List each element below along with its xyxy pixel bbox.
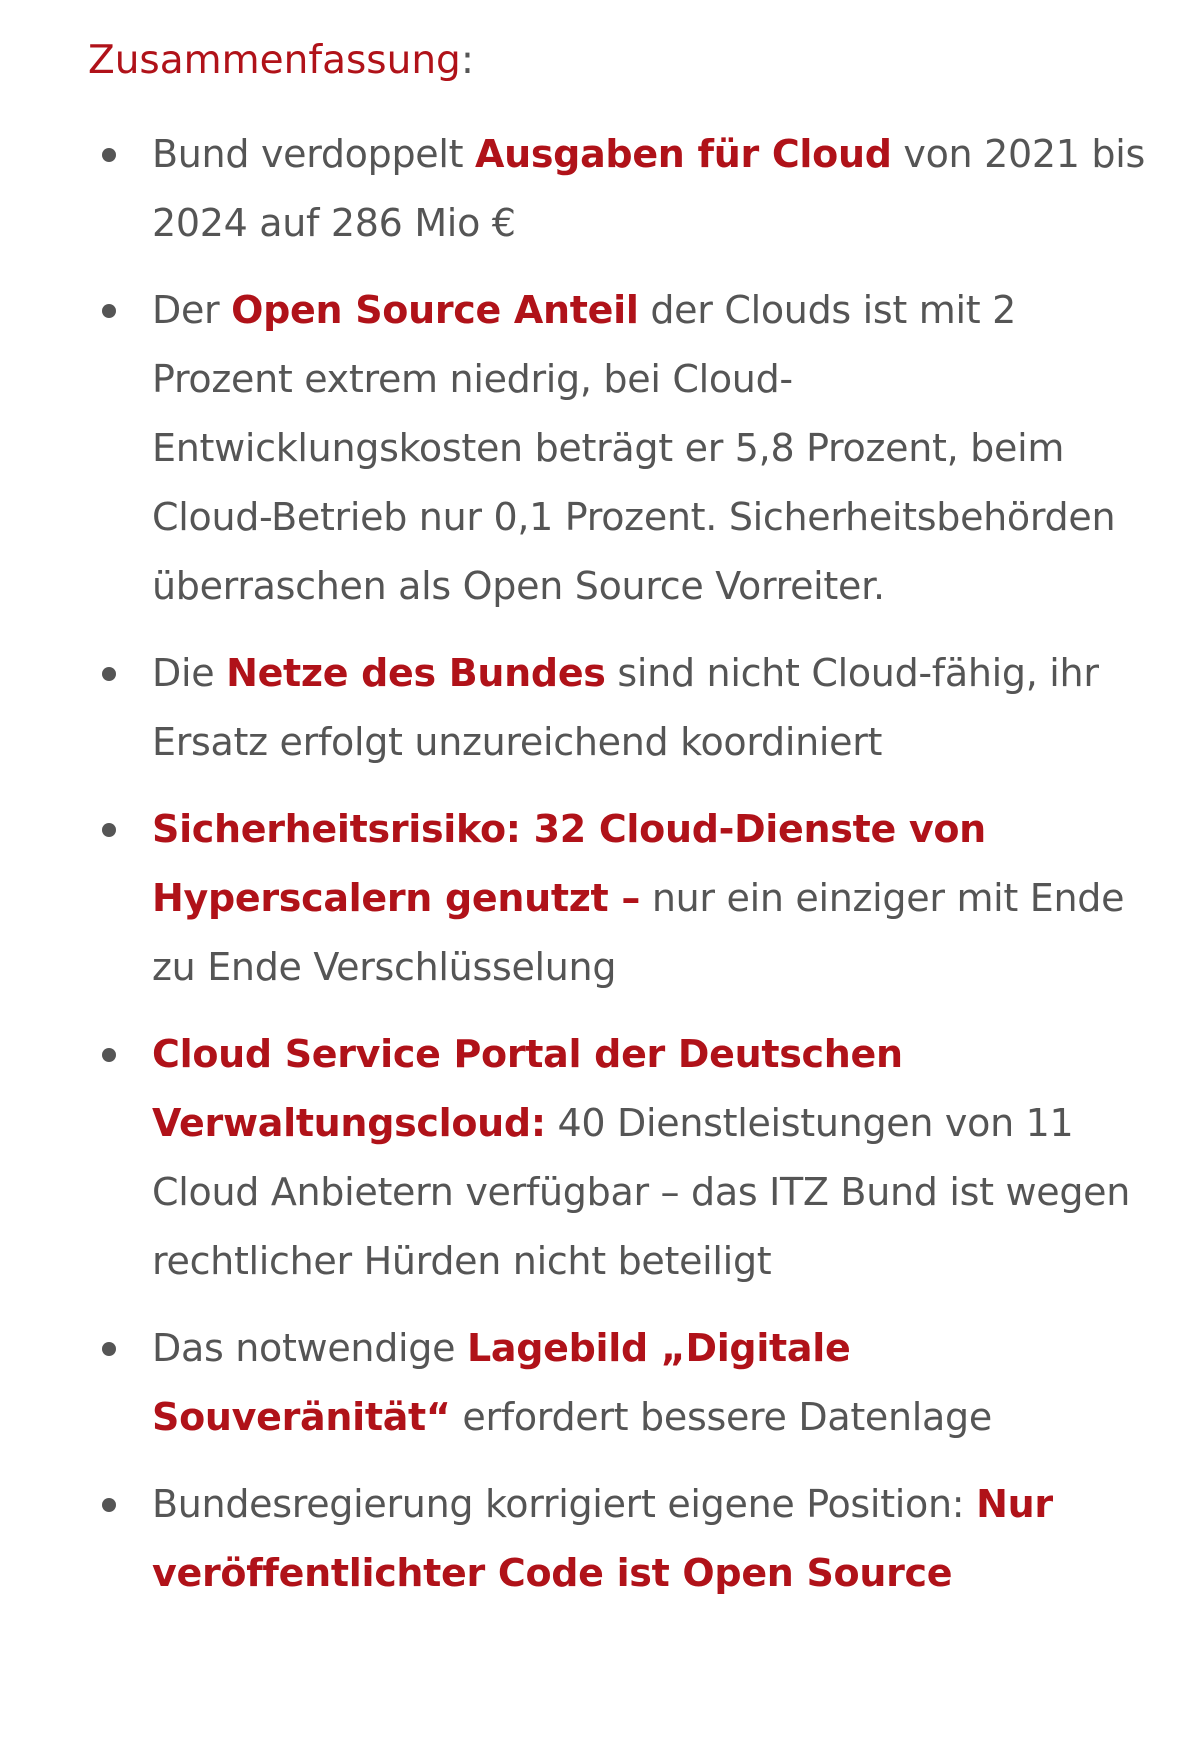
bullet-text-segment: von 2021 bis 2024 auf 286 Mio €	[152, 132, 1145, 245]
article-summary	[88, 26, 1148, 1626]
bullet-text-segment: nur ein einziger mit Ende zu Ende Verschlüsselung	[152, 876, 1125, 989]
bullet-dot-icon	[102, 1498, 116, 1512]
bullet-highlight-segment: Cloud Service Portal der Deutschen Verwaltungscloud:	[152, 1032, 903, 1145]
bullet-item-6	[88, 1314, 1148, 1452]
bullet-item-3	[88, 639, 1148, 777]
bullet-text-segment: Der	[152, 288, 232, 332]
bullet-text-segment: 40 Dienstleistungen von 11 Cloud Anbietern verfügbar – das ITZ Bund ist wegen rechtlicher Hürden nicht beteiligt	[152, 1101, 1131, 1283]
bullet-highlight-segment: Sicherheitsrisiko: 32 Cloud-Dienste von Hyperscalern genutzt –	[152, 807, 986, 920]
bullet-text-segment: Bundesregierung korrigiert eigene Position:	[152, 1482, 977, 1526]
bullet-item-7	[88, 1470, 1148, 1608]
bullet-text-segment: erfordert bessere Datenlage	[450, 1395, 992, 1439]
bullet-item-2	[88, 276, 1148, 621]
bullet-text-segment: der Clouds ist mit 2 Prozent extrem niedrig, bei Cloud-Entwicklungskosten beträgt er 5,8 Prozent, beim Cloud-Betrieb nur 0,1 Prozent. Sicherheitsbehörden überraschen als Open Source Vorreiter.	[152, 288, 1116, 608]
bullet-highlight-segment: Lagebild „Digitale Souveränität“	[152, 1326, 851, 1439]
bullet-highlight-segment: Netze des Bundes	[226, 651, 606, 695]
summary-heading-link[interactable]: Zusammenfassung	[88, 38, 461, 83]
summary-bullet-list	[88, 120, 1148, 1608]
summary-heading-colon: :	[460, 38, 474, 83]
bullet-text-segment: Die	[152, 651, 227, 695]
bullet-text-segment: Bund verdoppelt	[152, 132, 475, 176]
bullet-item-5	[88, 1020, 1148, 1296]
bullet-highlight-segment: Open Source Anteil	[231, 288, 639, 332]
bullet-item-4	[88, 795, 1148, 1002]
bullet-highlight-segment: Nur veröffentlichter Code ist Open Source	[152, 1482, 1053, 1595]
bullet-item-1	[88, 120, 1148, 258]
summary-heading	[88, 26, 1148, 96]
bullet-dot-icon	[102, 148, 116, 162]
bullet-text-segment: Das notwendige	[152, 1326, 467, 1370]
bullet-dot-icon	[102, 667, 116, 681]
bullet-dot-icon	[102, 823, 116, 837]
bullet-dot-icon	[102, 1342, 116, 1356]
bullet-text-segment: sind nicht Cloud-fähig, ihr Ersatz erfolgt unzureichend koordiniert	[152, 651, 1099, 764]
bullet-highlight-segment: Ausgaben für Cloud	[475, 132, 892, 176]
bullet-dot-icon	[102, 1048, 116, 1062]
bullet-dot-icon	[102, 304, 116, 318]
